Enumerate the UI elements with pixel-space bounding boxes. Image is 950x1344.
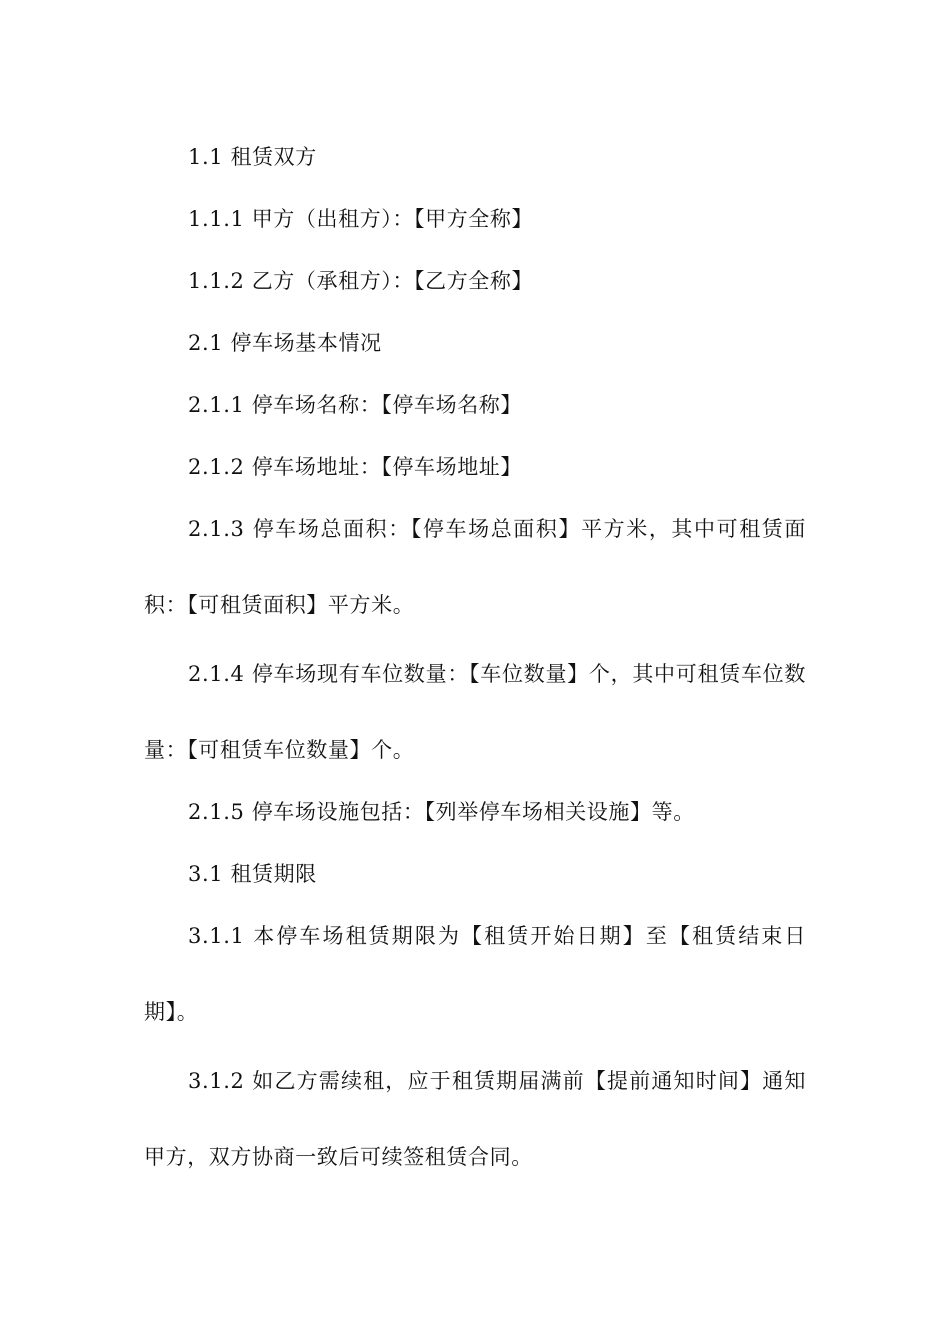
paragraph-3-1: 3.1 租赁期限	[188, 862, 317, 886]
paragraph-2-1-4: 2.1.4 停车场现有车位数量：【车位数量】个，其中可租赁车位数量：【可租赁车位数量】个。	[144, 662, 806, 762]
paragraph-1-1: 1.1 租赁双方	[188, 145, 317, 169]
paragraph-2-1-2: 2.1.2 停车场地址：【停车场地址】	[188, 455, 523, 479]
paragraph-2-1-1: 2.1.1 停车场名称：【停车场名称】	[188, 393, 523, 417]
paragraph-1-1-1: 1.1.1 甲方（出租方）：【甲方全称】	[188, 207, 534, 231]
paragraph-3-1-1: 3.1.1 本停车场租赁期限为【租赁开始日期】至【租赁结束日期】。	[144, 924, 806, 1024]
document-body	[144, 126, 806, 1188]
paragraph-2-1: 2.1 停车场基本情况	[188, 331, 382, 355]
paragraph-3-1-2: 3.1.2 如乙方需续租，应于租赁期届满前【提前通知时间】通知甲方，双方协商一致后可续签租赁合同。	[144, 1069, 806, 1169]
paragraph-2-1-3: 2.1.3 停车场总面积：【停车场总面积】平方米，其中可租赁面积：【可租赁面积】平方米。	[144, 517, 806, 617]
paragraph-1-1-2: 1.1.2 乙方（承租方）：【乙方全称】	[188, 269, 534, 293]
paragraph-2-1-5: 2.1.5 停车场设施包括：【列举停车场相关设施】等。	[188, 800, 695, 824]
